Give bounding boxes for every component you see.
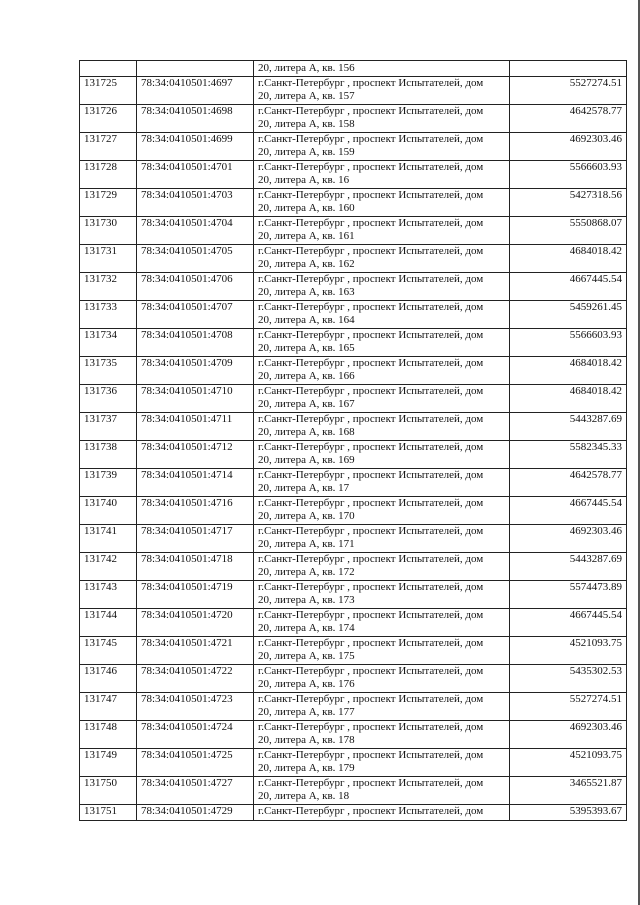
address-line-2: 20, литера А, кв. 162 bbox=[258, 258, 355, 270]
record-id: 131751 bbox=[80, 805, 137, 821]
address-line-2: 20, литера А, кв. 158 bbox=[258, 118, 355, 130]
address-line-1: г.Санкт-Петербург , проспект Испытателей, дом bbox=[258, 245, 484, 257]
address-line-2: 20, литера А, кв. 157 bbox=[258, 90, 355, 102]
table-row bbox=[80, 665, 627, 693]
cadastral-number: 78:34:0410501:4719 bbox=[137, 581, 254, 609]
record-id: 131746 bbox=[80, 665, 137, 693]
record-id: 131748 bbox=[80, 721, 137, 749]
record-id: 131726 bbox=[80, 105, 137, 133]
address-cell bbox=[254, 217, 510, 245]
record-id: 131741 bbox=[80, 525, 137, 553]
cadastral-number: 78:34:0410501:4705 bbox=[137, 245, 254, 273]
table-row bbox=[80, 133, 627, 161]
address-line-2: 20, литера А, кв. 169 bbox=[258, 454, 355, 466]
address-cell bbox=[254, 665, 510, 693]
cadastral-value: 4692303.46 bbox=[510, 721, 627, 749]
address-line-2: 20, литера А, кв. 160 bbox=[258, 202, 355, 214]
cadastral-value: 5395393.67 bbox=[510, 805, 627, 821]
record-id: 131725 bbox=[80, 77, 137, 105]
address-cell bbox=[254, 553, 510, 581]
cadastral-number: 78:34:0410501:4725 bbox=[137, 749, 254, 777]
cadastral-number: 78:34:0410501:4703 bbox=[137, 189, 254, 217]
record-id: 131735 bbox=[80, 357, 137, 385]
table-row bbox=[80, 525, 627, 553]
address-line-1: г.Санкт-Петербург , проспект Испытателей, дом bbox=[258, 553, 484, 565]
address-line-1: г.Санкт-Петербург , проспект Испытателей, дом bbox=[258, 413, 484, 425]
address-line-2: 20, литера А, кв. 179 bbox=[258, 762, 355, 774]
record-id: 131745 bbox=[80, 637, 137, 665]
table-row bbox=[80, 609, 627, 637]
address-line-1: г.Санкт-Петербург , проспект Испытателей, дом bbox=[258, 357, 484, 369]
address-line-2: 20, литера А, кв. 165 bbox=[258, 342, 355, 354]
address-line-2: 20, литера А, кв. 168 bbox=[258, 426, 355, 438]
id-cell bbox=[80, 61, 137, 77]
address-line-2: 20, литера А, кв. 174 bbox=[258, 622, 355, 634]
table-row bbox=[80, 749, 627, 777]
table-row bbox=[80, 441, 627, 469]
cadastral-value: 5566603.93 bbox=[510, 329, 627, 357]
address-cell bbox=[254, 189, 510, 217]
address-cell bbox=[254, 749, 510, 777]
record-id: 131734 bbox=[80, 329, 137, 357]
cadastral-number: 78:34:0410501:4724 bbox=[137, 721, 254, 749]
address-line-1: г.Санкт-Петербург , проспект Испытателей, дом bbox=[258, 105, 484, 117]
address-cell bbox=[254, 721, 510, 749]
table-row bbox=[80, 469, 627, 497]
address-line-1: г.Санкт-Петербург , проспект Испытателей, дом bbox=[258, 721, 484, 733]
cadastral-number: 78:34:0410501:4697 bbox=[137, 77, 254, 105]
cadastral-value: 4667445.54 bbox=[510, 273, 627, 301]
address-line-1: г.Санкт-Петербург , проспект Испытателей, дом bbox=[258, 749, 484, 761]
cadastral-number: 78:34:0410501:4712 bbox=[137, 441, 254, 469]
cadastral-value: 4642578.77 bbox=[510, 105, 627, 133]
cadastral-value: 4642578.77 bbox=[510, 469, 627, 497]
address-line-2: 20, литера А, кв. 167 bbox=[258, 398, 355, 410]
address-line-1: г.Санкт-Петербург , проспект Испытателей, дом bbox=[258, 525, 484, 537]
address-line-1: г.Санкт-Петербург , проспект Испытателей, дом bbox=[258, 77, 484, 89]
table-row bbox=[80, 385, 627, 413]
cadastral-number: 78:34:0410501:4711 bbox=[137, 413, 254, 441]
address-line-1: г.Санкт-Петербург , проспект Испытателей, дом bbox=[258, 217, 484, 229]
table-row bbox=[80, 105, 627, 133]
address-cell bbox=[254, 385, 510, 413]
cadastral-value: 5435302.53 bbox=[510, 665, 627, 693]
address-cell bbox=[254, 469, 510, 497]
record-id: 131750 bbox=[80, 777, 137, 805]
address-cell bbox=[254, 581, 510, 609]
cadastral-value: 5550868.07 bbox=[510, 217, 627, 245]
record-id: 131730 bbox=[80, 217, 137, 245]
cadastral-number: 78:34:0410501:4718 bbox=[137, 553, 254, 581]
address-line-1: г.Санкт-Петербург , проспект Испытателей, дом bbox=[258, 441, 484, 453]
address-line-2: 20, литера А, кв. 163 bbox=[258, 286, 355, 298]
address-cell bbox=[254, 693, 510, 721]
table-row bbox=[80, 721, 627, 749]
table-row bbox=[80, 273, 627, 301]
table-row bbox=[80, 217, 627, 245]
table-row-continuation bbox=[80, 61, 627, 77]
cadastral-number: 78:34:0410501:4699 bbox=[137, 133, 254, 161]
address-cell bbox=[254, 105, 510, 133]
property-registry-table bbox=[79, 60, 627, 821]
record-id: 131736 bbox=[80, 385, 137, 413]
record-id: 131727 bbox=[80, 133, 137, 161]
address-line-1: г.Санкт-Петербург , проспект Испытателей, дом bbox=[258, 497, 484, 509]
cadastral-number: 78:34:0410501:4701 bbox=[137, 161, 254, 189]
address-line-1: г.Санкт-Петербург , проспект Испытателей, дом bbox=[258, 469, 484, 481]
record-id: 131742 bbox=[80, 553, 137, 581]
cadastral-number: 78:34:0410501:4720 bbox=[137, 609, 254, 637]
address-line-1: г.Санкт-Петербург , проспект Испытателей, дом bbox=[258, 637, 484, 649]
address-cell bbox=[254, 609, 510, 637]
cadastral-value: 5574473.89 bbox=[510, 581, 627, 609]
record-id: 131739 bbox=[80, 469, 137, 497]
table-row bbox=[80, 189, 627, 217]
record-id: 131731 bbox=[80, 245, 137, 273]
address-line-2: 20, литера А, кв. 159 bbox=[258, 146, 355, 158]
record-id: 131733 bbox=[80, 301, 137, 329]
address-line-1: г.Санкт-Петербург , проспект Испытателей, дом bbox=[258, 693, 484, 705]
cadastral-value: 5582345.33 bbox=[510, 441, 627, 469]
address-line-2: 20, литера А, кв. 161 bbox=[258, 230, 355, 242]
value-cell bbox=[510, 61, 627, 77]
cadastral-value: 4684018.42 bbox=[510, 357, 627, 385]
cadastral-value: 3465521.87 bbox=[510, 777, 627, 805]
cadastral-value: 5459261.45 bbox=[510, 301, 627, 329]
address-cell bbox=[254, 805, 510, 821]
cadastral-number: 78:34:0410501:4708 bbox=[137, 329, 254, 357]
table-row bbox=[80, 357, 627, 385]
cadastral-value: 4692303.46 bbox=[510, 133, 627, 161]
cadastral-number: 78:34:0410501:4716 bbox=[137, 497, 254, 525]
cadastral-value: 5427318.56 bbox=[510, 189, 627, 217]
address-line-2: 20, литера А, кв. 176 bbox=[258, 678, 355, 690]
cadastral-value: 5566603.93 bbox=[510, 161, 627, 189]
cadastral-value: 5527274.51 bbox=[510, 693, 627, 721]
address-cell bbox=[254, 273, 510, 301]
address-cell bbox=[254, 77, 510, 105]
address-line-1: г.Санкт-Петербург , проспект Испытателей, дом bbox=[258, 133, 484, 145]
table-row bbox=[80, 161, 627, 189]
address-line-2: 20, литера А, кв. 18 bbox=[258, 790, 350, 802]
table-row bbox=[80, 637, 627, 665]
cadastral-number: 78:34:0410501:4729 bbox=[137, 805, 254, 821]
cadastral-number: 78:34:0410501:4698 bbox=[137, 105, 254, 133]
address-cell bbox=[254, 301, 510, 329]
address-line-1: г.Санкт-Петербург , проспект Испытателей, дом bbox=[258, 805, 484, 817]
address-line-1: г.Санкт-Петербург , проспект Испытателей, дом bbox=[258, 665, 484, 677]
record-id: 131747 bbox=[80, 693, 137, 721]
cadastral-number: 78:34:0410501:4709 bbox=[137, 357, 254, 385]
address-cell bbox=[254, 525, 510, 553]
cadastral-number: 78:34:0410501:4704 bbox=[137, 217, 254, 245]
address-line-1: г.Санкт-Петербург , проспект Испытателей, дом bbox=[258, 581, 484, 593]
address-cell bbox=[254, 357, 510, 385]
address-cell bbox=[254, 61, 510, 77]
table-row bbox=[80, 413, 627, 441]
address-line-2: 20, литера А, кв. 17 bbox=[258, 482, 350, 494]
address-cell bbox=[254, 413, 510, 441]
address-line-2: 20, литера А, кв. 170 bbox=[258, 510, 355, 522]
address-line-2: 20, литера А, кв. 164 bbox=[258, 314, 355, 326]
cadastral-value: 4684018.42 bbox=[510, 385, 627, 413]
address-line-1: г.Санкт-Петербург , проспект Испытателей, дом bbox=[258, 301, 484, 313]
table-row bbox=[80, 777, 627, 805]
cadastral-number: 78:34:0410501:4714 bbox=[137, 469, 254, 497]
record-id: 131728 bbox=[80, 161, 137, 189]
record-id: 131740 bbox=[80, 497, 137, 525]
address-line-2: 20, литера А, кв. 175 bbox=[258, 650, 355, 662]
record-id: 131743 bbox=[80, 581, 137, 609]
table-row bbox=[80, 301, 627, 329]
table-row bbox=[80, 497, 627, 525]
address-cell bbox=[254, 777, 510, 805]
table-row bbox=[80, 553, 627, 581]
cadastral-value: 4684018.42 bbox=[510, 245, 627, 273]
address-cell bbox=[254, 497, 510, 525]
record-id: 131749 bbox=[80, 749, 137, 777]
address-line-1: г.Санкт-Петербург , проспект Испытателей, дом bbox=[258, 273, 484, 285]
record-id: 131737 bbox=[80, 413, 137, 441]
cadastral-number: 78:34:0410501:4707 bbox=[137, 301, 254, 329]
cadastral-number: 78:34:0410501:4727 bbox=[137, 777, 254, 805]
address-line-1: г.Санкт-Петербург , проспект Испытателей, дом bbox=[258, 609, 484, 621]
address-line-2: 20, литера А, кв. 178 bbox=[258, 734, 355, 746]
address-cell bbox=[254, 133, 510, 161]
cadastral-value: 4667445.54 bbox=[510, 497, 627, 525]
cadastral-value: 4521093.75 bbox=[510, 749, 627, 777]
address-cell bbox=[254, 441, 510, 469]
table-row bbox=[80, 693, 627, 721]
address-line-2: 20, литера А, кв. 156 bbox=[258, 62, 355, 74]
cadastral-cell bbox=[137, 61, 254, 77]
cadastral-value: 5443287.69 bbox=[510, 413, 627, 441]
address-line-2: 20, литера А, кв. 166 bbox=[258, 370, 355, 382]
address-cell bbox=[254, 329, 510, 357]
record-id: 131738 bbox=[80, 441, 137, 469]
address-line-2: 20, литера А, кв. 16 bbox=[258, 174, 350, 186]
cadastral-number: 78:34:0410501:4721 bbox=[137, 637, 254, 665]
address-line-2: 20, литера А, кв. 171 bbox=[258, 538, 355, 550]
address-line-2: 20, литера А, кв. 177 bbox=[258, 706, 355, 718]
address-line-1: г.Санкт-Петербург , проспект Испытателей, дом bbox=[258, 329, 484, 341]
address-cell bbox=[254, 637, 510, 665]
address-line-1: г.Санкт-Петербург , проспект Испытателей, дом bbox=[258, 385, 484, 397]
address-line-2: 20, литера А, кв. 172 bbox=[258, 566, 355, 578]
table-row bbox=[80, 245, 627, 273]
address-cell bbox=[254, 245, 510, 273]
address-cell bbox=[254, 161, 510, 189]
record-id: 131744 bbox=[80, 609, 137, 637]
cadastral-value: 5443287.69 bbox=[510, 553, 627, 581]
table-row bbox=[80, 581, 627, 609]
address-line-1: г.Санкт-Петербург , проспект Испытателей, дом bbox=[258, 161, 484, 173]
cadastral-number: 78:34:0410501:4723 bbox=[137, 693, 254, 721]
cadastral-value: 5527274.51 bbox=[510, 77, 627, 105]
cadastral-number: 78:34:0410501:4706 bbox=[137, 273, 254, 301]
cadastral-number: 78:34:0410501:4717 bbox=[137, 525, 254, 553]
record-id: 131732 bbox=[80, 273, 137, 301]
table-row bbox=[80, 329, 627, 357]
table-row bbox=[80, 805, 627, 821]
address-line-2: 20, литера А, кв. 173 bbox=[258, 594, 355, 606]
address-line-1: г.Санкт-Петербург , проспект Испытателей, дом bbox=[258, 777, 484, 789]
cadastral-value: 4521093.75 bbox=[510, 637, 627, 665]
table-row bbox=[80, 77, 627, 105]
registry-table-body bbox=[80, 61, 627, 821]
cadastral-value: 4692303.46 bbox=[510, 525, 627, 553]
cadastral-number: 78:34:0410501:4722 bbox=[137, 665, 254, 693]
cadastral-number: 78:34:0410501:4710 bbox=[137, 385, 254, 413]
record-id: 131729 bbox=[80, 189, 137, 217]
cadastral-value: 4667445.54 bbox=[510, 609, 627, 637]
address-line-1: г.Санкт-Петербург , проспект Испытателей, дом bbox=[258, 189, 484, 201]
